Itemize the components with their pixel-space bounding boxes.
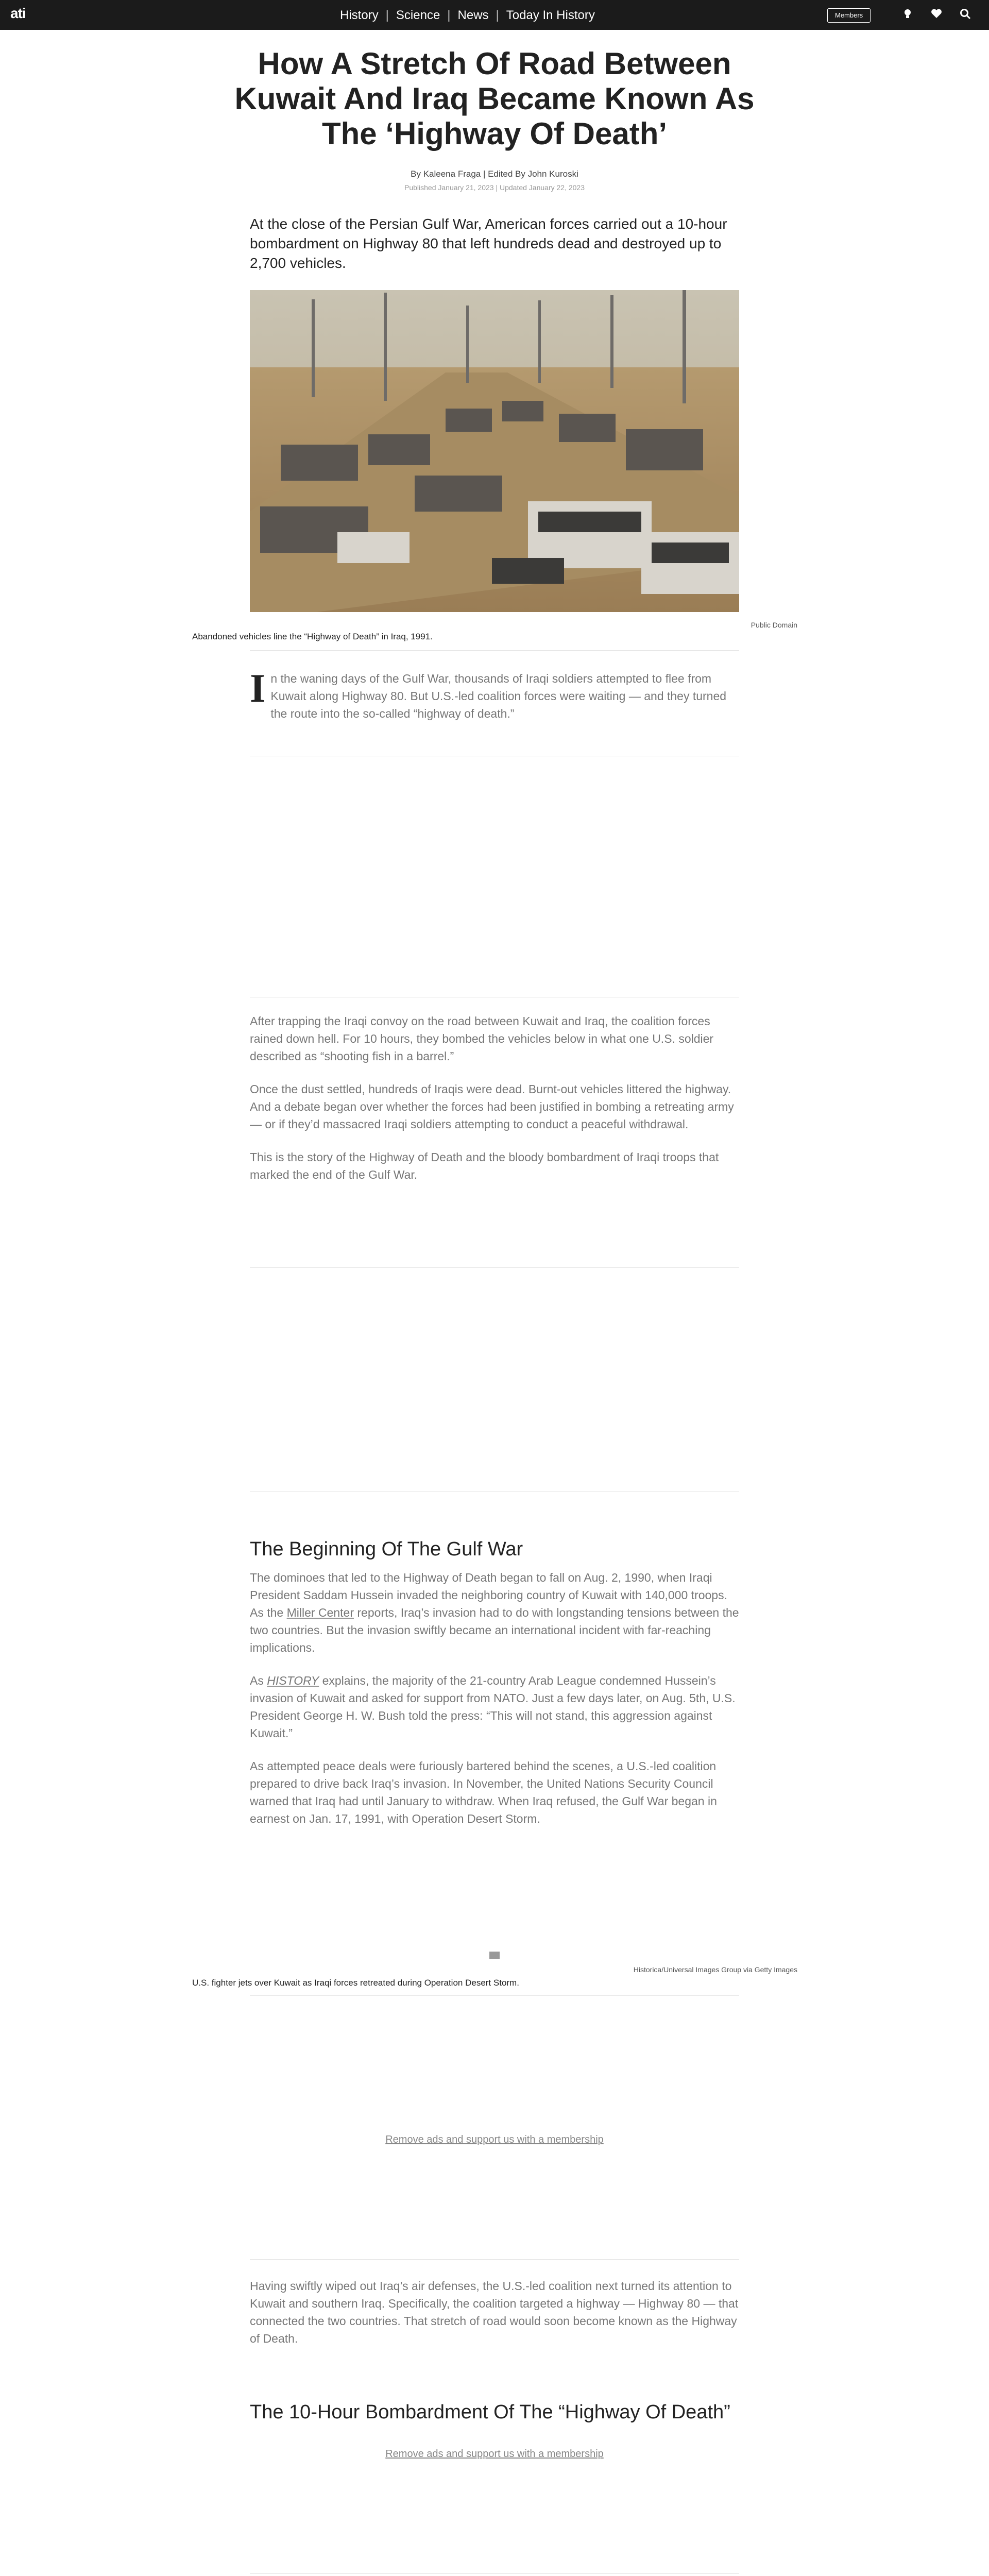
article-lede: At the close of the Persian Gulf War, American forces carried out a 10-hour bombardment on Highway 80 that left hundreds dead and destroyed up to 2,700 vehicles.: [250, 216, 727, 271]
broken-image-placeholder: [489, 1952, 500, 1959]
nav-item-today-in-history[interactable]: Today In History: [506, 8, 595, 22]
nav-separator: |: [385, 8, 389, 22]
text-span: The dominoes that led to the Highway of Death began to fall on Aug. 2, 1990, when Iraqi President Saddam Hussein invaded the neighboring country of Kuwait with 140,000 troops. As the: [250, 1571, 727, 1619]
remove-ads-link[interactable]: Remove ads and support us with a membership: [385, 2448, 604, 2460]
paragraph: [250, 1672, 739, 1742]
divider: [250, 2573, 739, 2574]
miller-center-link[interactable]: Miller Center: [286, 1606, 354, 1619]
section-body: [250, 1569, 739, 1843]
lightbulb-icon[interactable]: [901, 8, 914, 21]
divider: [250, 1267, 739, 1268]
nav-separator: |: [447, 8, 451, 22]
article-body-section: [250, 2277, 739, 2363]
nav-item-news[interactable]: News: [457, 8, 489, 22]
paragraph: This is the story of the Highway of Death and the bloody bombardment of Iraqi troops that marked the end of the Gulf War.: [250, 1150, 719, 1181]
image-credit: Historica/Universal Images Group via Getty Images: [633, 1965, 797, 1974]
paragraph: [250, 1569, 739, 1656]
highway-of-death-photo: [250, 290, 739, 612]
nav-item-science[interactable]: Science: [396, 8, 440, 22]
intro-text: n the waning days of the Gulf War, thousands of Iraqi soldiers attempted to flee from Kuwait along Highway 80. But U.S.-led coalition forces were waiting — and they turned the route into the so-called “highway of death.”: [270, 672, 727, 720]
text-span: reports, Iraq’s invasion had to do with longstanding tensions between the two countries. But the invasion swiftly became an international incident with far-reaching implications.: [250, 1606, 739, 1654]
paragraph: After trapping the Iraqi convoy on the road between Kuwait and Iraq, the coalition forces rained down hell. For 10 hours, they bombed the vehicles below in what one U.S. soldier described as “shooting fish in a barrel.”: [250, 1014, 714, 1063]
members-button[interactable]: Members: [827, 8, 871, 23]
paragraph: Once the dust settled, hundreds of Iraqis were dead. Burnt-out vehicles littered the highway. And a debate began over whether the forces had been justified in bombing a retreating army — or if they’d massacred Iraqi soldiers attempting to conduct a peaceful withdrawal.: [250, 1082, 734, 1131]
image-credit: Public Domain: [751, 621, 797, 629]
image-caption: Abandoned vehicles line the “Highway of Death” in Iraq, 1991.: [192, 632, 433, 641]
article-body-section: [250, 1012, 739, 1199]
divider: [250, 2259, 739, 2260]
remove-ads-link[interactable]: Remove ads and support us with a membership: [385, 2134, 604, 2145]
nav-separator: |: [496, 8, 499, 22]
article-intro: [250, 666, 739, 738]
history-link[interactable]: HISTORY: [267, 1674, 319, 1687]
text-span: explains, the majority of the 21-country Arab League condemned Hussein’s invasion of Kuwait and asked for support from NATO. Just a few days later, on Aug. 5th, U.S. President George H. W. Bush told the press: “This will not stand, this aggression against Kuwait.”: [250, 1674, 736, 1740]
drop-cap: I: [250, 666, 266, 710]
search-icon[interactable]: [959, 8, 971, 21]
paragraph: Having swiftly wiped out Iraq’s air defenses, the U.S.-led coalition next turned its attention to Kuwait and southern Iraq. Specifically, the coalition targeted a highway — Highway 80 — that connected the two countries. That stretch of road would soon become known as the Highway of Death.: [250, 2279, 739, 2345]
divider: [250, 650, 739, 651]
site-logo[interactable]: ati: [10, 5, 26, 21]
heart-icon[interactable]: [930, 8, 943, 21]
main-nav: [340, 8, 595, 23]
section-heading: The Beginning Of The Gulf War: [250, 1538, 523, 1560]
top-navigation-bar: [0, 0, 989, 30]
image-caption: U.S. fighter jets over Kuwait as Iraqi forces retreated during Operation Desert Storm.: [192, 1978, 519, 1988]
article-title: How A Stretch Of Road Between Kuwait And Iraq Became Known As The ‘Highway Of Death’: [234, 46, 755, 151]
paragraph: As attempted peace deals were furiously bartered behind the scenes, a U.S.-led coalition prepared to drive back Iraq’s invasion. In November, the United Nations Security Council warned that Iraq had until January to withdraw. When Iraq refused, the Gulf War began in earnest on Jan. 17, 1991, with Operation Desert Storm.: [250, 1759, 717, 1825]
section-heading: The 10-Hour Bombardment Of The “Highway Of Death”: [250, 2401, 730, 2423]
nav-item-history[interactable]: History: [340, 8, 379, 22]
article-dates: Published January 21, 2023 | Updated January 22, 2023: [404, 183, 585, 192]
divider: [250, 1995, 739, 1996]
article-byline: By Kaleena Fraga | Edited By John Kuroski: [411, 169, 578, 179]
text-span: As: [250, 1674, 267, 1687]
